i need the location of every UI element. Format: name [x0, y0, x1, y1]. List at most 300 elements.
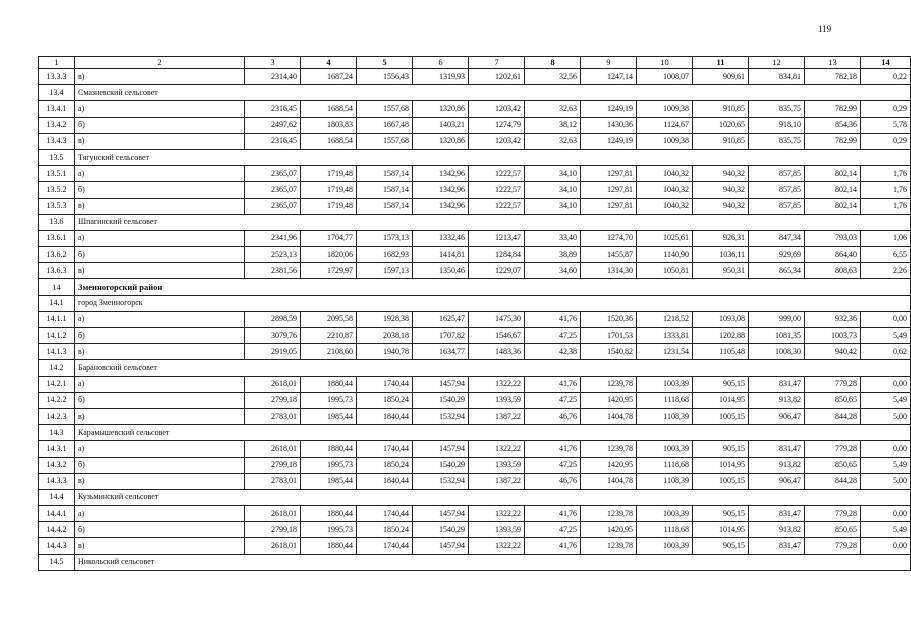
value-cell: 2898,59 — [245, 311, 301, 327]
value-cell: 1688,54 — [301, 133, 357, 149]
value-cell: 1928,38 — [357, 311, 413, 327]
value-cell: 1573,13 — [357, 230, 413, 246]
value-cell: 2618,01 — [245, 376, 301, 392]
value-cell: 932,36 — [805, 311, 861, 327]
value-cell: 2365,07 — [245, 198, 301, 214]
value-cell: 2316,45 — [245, 101, 301, 117]
column-header: 3 — [245, 57, 301, 69]
row-index: 14.1.1 — [39, 311, 75, 327]
value-cell: 5,00 — [861, 473, 911, 489]
value-cell: 1880,44 — [301, 376, 357, 392]
header-row — [39, 57, 911, 69]
section-name: Шпагинский сельсовет — [75, 214, 911, 230]
column-header: 14 — [861, 57, 911, 69]
value-cell: 1319,93 — [413, 69, 469, 85]
value-cell: 1625,47 — [413, 311, 469, 327]
value-cell: 1414,81 — [413, 247, 469, 263]
value-cell: 1540,29 — [413, 392, 469, 408]
row-index: 13.3.3 — [39, 69, 75, 85]
row-index: 13.6 — [39, 214, 75, 230]
value-cell: 1634,77 — [413, 344, 469, 360]
row-index: 13.4.1 — [39, 101, 75, 117]
value-cell: 1740,44 — [357, 506, 413, 522]
column-header: 10 — [637, 57, 693, 69]
value-cell: 47,25 — [525, 392, 581, 408]
value-cell: 1404,78 — [581, 408, 637, 424]
value-cell: 47,25 — [525, 328, 581, 344]
row-variant: в) — [75, 69, 245, 85]
row-variant: б) — [75, 182, 245, 198]
table-row — [39, 457, 911, 473]
value-cell: 1050,81 — [637, 263, 693, 279]
row-index: 14.2.2 — [39, 392, 75, 408]
row-index: 13.5.2 — [39, 182, 75, 198]
value-cell: 1249,19 — [581, 133, 637, 149]
table-row — [39, 263, 911, 279]
value-cell: 850,65 — [805, 522, 861, 538]
section-row — [39, 425, 911, 441]
row-index: 14.1 — [39, 295, 75, 311]
value-cell: 1457,94 — [413, 538, 469, 554]
value-cell: 854,36 — [805, 117, 861, 133]
value-cell: 802,14 — [805, 198, 861, 214]
row-index: 13.6.2 — [39, 247, 75, 263]
value-cell: 835,75 — [749, 101, 805, 117]
value-cell: 1218,52 — [637, 311, 693, 327]
value-cell: 950,31 — [693, 263, 749, 279]
section-name: Никольский сельсовет — [75, 554, 911, 570]
row-index: 13.5.1 — [39, 166, 75, 182]
value-cell: 1682,93 — [357, 247, 413, 263]
district-name: Змеиногорский район — [75, 279, 911, 295]
tariff-table — [38, 56, 911, 571]
value-cell: 905,15 — [693, 441, 749, 457]
value-cell: 41,76 — [525, 376, 581, 392]
value-cell: 1940,78 — [357, 344, 413, 360]
section-name: Барановский сельсовет — [75, 360, 911, 376]
value-cell: 2618,01 — [245, 506, 301, 522]
value-cell: 779,28 — [805, 506, 861, 522]
table-row — [39, 182, 911, 198]
value-cell: 2365,07 — [245, 166, 301, 182]
table-row — [39, 506, 911, 522]
row-variant: в) — [75, 133, 245, 149]
value-cell: 835,75 — [749, 133, 805, 149]
value-cell: 1003,73 — [805, 328, 861, 344]
row-index: 13.4.3 — [39, 133, 75, 149]
value-cell: 1430,36 — [581, 117, 637, 133]
row-index: 13.4.2 — [39, 117, 75, 133]
value-cell: 1124,67 — [637, 117, 693, 133]
value-cell: 1687,24 — [301, 69, 357, 85]
value-cell: 1707,82 — [413, 328, 469, 344]
value-cell: 1,76 — [861, 182, 911, 198]
value-cell: 1005,15 — [693, 473, 749, 489]
value-cell: 33,40 — [525, 230, 581, 246]
value-cell: 1229,07 — [469, 263, 525, 279]
value-cell: 1420,95 — [581, 392, 637, 408]
value-cell: 844,28 — [805, 473, 861, 489]
value-cell: 1222,57 — [469, 166, 525, 182]
value-cell: 1420,95 — [581, 522, 637, 538]
column-header: 11 — [693, 57, 749, 69]
table-row — [39, 101, 911, 117]
table-row — [39, 441, 911, 457]
value-cell: 1036,11 — [693, 247, 749, 263]
value-cell: 1,76 — [861, 166, 911, 182]
value-cell: 940,32 — [693, 198, 749, 214]
value-cell: 1333,81 — [637, 328, 693, 344]
row-variant: б) — [75, 522, 245, 538]
table-row — [39, 117, 911, 133]
value-cell: 1297,81 — [581, 198, 637, 214]
value-cell: 1985,44 — [301, 408, 357, 424]
value-cell: 0,62 — [861, 344, 911, 360]
value-cell: 1003,39 — [637, 376, 693, 392]
value-cell: 1719,48 — [301, 198, 357, 214]
value-cell: 1995,73 — [301, 392, 357, 408]
value-cell: 834,81 — [749, 69, 805, 85]
value-cell: 2919,05 — [245, 344, 301, 360]
table-row — [39, 392, 911, 408]
row-variant: а) — [75, 376, 245, 392]
row-variant: а) — [75, 230, 245, 246]
value-cell: 1985,44 — [301, 473, 357, 489]
row-variant: а) — [75, 166, 245, 182]
section-name: город Змеиногорск — [75, 295, 911, 311]
value-cell: 2799,18 — [245, 457, 301, 473]
value-cell: 2783,01 — [245, 408, 301, 424]
value-cell: 1995,73 — [301, 457, 357, 473]
section-row — [39, 295, 911, 311]
value-cell: 3079,76 — [245, 328, 301, 344]
table-row — [39, 198, 911, 214]
value-cell: 5,00 — [861, 408, 911, 424]
value-cell: 2783,01 — [245, 473, 301, 489]
value-cell: 1403,21 — [413, 117, 469, 133]
row-variant: в) — [75, 473, 245, 489]
value-cell: 906,47 — [749, 408, 805, 424]
row-index: 14.4.1 — [39, 506, 75, 522]
value-cell: 1222,57 — [469, 198, 525, 214]
value-cell: 2095,58 — [301, 311, 357, 327]
value-cell: 2341,96 — [245, 230, 301, 246]
row-variant: а) — [75, 311, 245, 327]
value-cell: 779,28 — [805, 441, 861, 457]
value-cell: 940,42 — [805, 344, 861, 360]
value-cell: 32,63 — [525, 101, 581, 117]
section-row — [39, 85, 911, 101]
value-cell: 913,82 — [749, 392, 805, 408]
section-row — [39, 554, 911, 570]
value-cell: 1850,24 — [357, 522, 413, 538]
value-cell: 1520,36 — [581, 311, 637, 327]
value-cell: 1483,36 — [469, 344, 525, 360]
column-header: 13 — [805, 57, 861, 69]
value-cell: 1532,94 — [413, 408, 469, 424]
row-index: 13.6.3 — [39, 263, 75, 279]
value-cell: 906,47 — [749, 473, 805, 489]
value-cell: 1701,53 — [581, 328, 637, 344]
value-cell: 1009,38 — [637, 133, 693, 149]
value-cell: 1387,22 — [469, 473, 525, 489]
district-row — [39, 279, 911, 295]
row-index: 13.5.3 — [39, 198, 75, 214]
value-cell: 1320,86 — [413, 101, 469, 117]
value-cell: 1108,39 — [637, 473, 693, 489]
value-cell: 0,00 — [861, 506, 911, 522]
value-cell: 1203,42 — [469, 133, 525, 149]
row-variant: а) — [75, 101, 245, 117]
value-cell: 1222,57 — [469, 182, 525, 198]
value-cell: 1540,82 — [581, 344, 637, 360]
value-cell: 34,10 — [525, 182, 581, 198]
value-cell: 1457,94 — [413, 506, 469, 522]
value-cell: 1740,44 — [357, 376, 413, 392]
row-variant: б) — [75, 247, 245, 263]
value-cell: 926,31 — [693, 230, 749, 246]
value-cell: 1020,65 — [693, 117, 749, 133]
value-cell: 905,15 — [693, 376, 749, 392]
value-cell: 0,00 — [861, 538, 911, 554]
value-cell: 1350,46 — [413, 263, 469, 279]
table-row — [39, 376, 911, 392]
value-cell: 1740,44 — [357, 538, 413, 554]
row-index: 13.6.1 — [39, 230, 75, 246]
section-name: Смазневский сельсовет — [75, 85, 911, 101]
value-cell: 1297,81 — [581, 182, 637, 198]
value-cell: 1202,88 — [693, 328, 749, 344]
table-row — [39, 344, 911, 360]
value-cell: 1820,06 — [301, 247, 357, 263]
value-cell: 0,00 — [861, 311, 911, 327]
value-cell: 831,47 — [749, 441, 805, 457]
table-row — [39, 328, 911, 344]
value-cell: 1,06 — [861, 230, 911, 246]
value-cell: 1475,30 — [469, 311, 525, 327]
value-cell: 1995,73 — [301, 522, 357, 538]
value-cell: 857,85 — [749, 166, 805, 182]
value-cell: 910,85 — [693, 101, 749, 117]
value-cell: 1850,24 — [357, 457, 413, 473]
value-cell: 2314,40 — [245, 69, 301, 85]
value-cell: 2,26 — [861, 263, 911, 279]
row-variant: в) — [75, 198, 245, 214]
table-row — [39, 230, 911, 246]
table-header — [39, 57, 911, 69]
value-cell: 1231,54 — [637, 344, 693, 360]
value-cell: 1297,81 — [581, 166, 637, 182]
section-name: Тягунский сельсовет — [75, 149, 911, 165]
value-cell: 2381,56 — [245, 263, 301, 279]
value-cell: 1546,67 — [469, 328, 525, 344]
value-cell: 1008,07 — [637, 69, 693, 85]
row-index: 14.3.2 — [39, 457, 75, 473]
value-cell: 1040,32 — [637, 182, 693, 198]
value-cell: 38,89 — [525, 247, 581, 263]
row-index: 14.3 — [39, 425, 75, 441]
table-row — [39, 408, 911, 424]
value-cell: 1342,96 — [413, 182, 469, 198]
row-index: 14.1.3 — [39, 344, 75, 360]
table-body — [39, 69, 911, 571]
value-cell: 1880,44 — [301, 441, 357, 457]
row-variant: б) — [75, 457, 245, 473]
value-cell: 844,28 — [805, 408, 861, 424]
value-cell: 1457,94 — [413, 376, 469, 392]
value-cell: 1213,47 — [469, 230, 525, 246]
value-cell: 1014,95 — [693, 392, 749, 408]
section-row — [39, 360, 911, 376]
table-row — [39, 538, 911, 554]
value-cell: 1014,95 — [693, 522, 749, 538]
value-cell: 1540,29 — [413, 457, 469, 473]
value-cell: 1118,68 — [637, 457, 693, 473]
row-index: 13.5 — [39, 149, 75, 165]
value-cell: 0,22 — [861, 69, 911, 85]
row-index: 14.5 — [39, 554, 75, 570]
section-row — [39, 214, 911, 230]
value-cell: 41,76 — [525, 538, 581, 554]
row-variant: б) — [75, 392, 245, 408]
row-index: 14.4.2 — [39, 522, 75, 538]
value-cell: 831,47 — [749, 506, 805, 522]
value-cell: 1688,54 — [301, 101, 357, 117]
value-cell: 831,47 — [749, 538, 805, 554]
value-cell: 2210,87 — [301, 328, 357, 344]
value-cell: 1008,30 — [749, 344, 805, 360]
value-cell: 1093,08 — [693, 311, 749, 327]
value-cell: 1556,43 — [357, 69, 413, 85]
column-header: 4 — [301, 57, 357, 69]
value-cell: 1247,14 — [581, 69, 637, 85]
value-cell: 1540,29 — [413, 522, 469, 538]
value-cell: 864,40 — [805, 247, 861, 263]
value-cell: 1532,94 — [413, 473, 469, 489]
value-cell: 1081,35 — [749, 328, 805, 344]
table-row — [39, 247, 911, 263]
value-cell: 1393,59 — [469, 392, 525, 408]
table-row — [39, 522, 911, 538]
value-cell: 1393,59 — [469, 522, 525, 538]
value-cell: 2618,01 — [245, 538, 301, 554]
value-cell: 779,28 — [805, 376, 861, 392]
row-index: 14.2.3 — [39, 408, 75, 424]
value-cell: 909,61 — [693, 69, 749, 85]
value-cell: 1239,78 — [581, 441, 637, 457]
value-cell: 0,29 — [861, 101, 911, 117]
value-cell: 2618,01 — [245, 441, 301, 457]
row-index: 14.1.2 — [39, 328, 75, 344]
value-cell: 1322,22 — [469, 538, 525, 554]
value-cell: 2497,62 — [245, 117, 301, 133]
column-header: 8 — [525, 57, 581, 69]
value-cell: 1587,14 — [357, 182, 413, 198]
value-cell: 1040,32 — [637, 198, 693, 214]
value-cell: 999,00 — [749, 311, 805, 327]
value-cell: 1557,68 — [357, 133, 413, 149]
value-cell: 2365,07 — [245, 182, 301, 198]
value-cell: 793,03 — [805, 230, 861, 246]
value-cell: 1729,97 — [301, 263, 357, 279]
value-cell: 1322,22 — [469, 441, 525, 457]
table-row — [39, 311, 911, 327]
column-header: 9 — [581, 57, 637, 69]
value-cell: 34,10 — [525, 166, 581, 182]
value-cell: 1880,44 — [301, 506, 357, 522]
value-cell: 2316,45 — [245, 133, 301, 149]
value-cell: 1387,22 — [469, 408, 525, 424]
row-variant: в) — [75, 408, 245, 424]
value-cell: 782,99 — [805, 133, 861, 149]
value-cell: 1322,22 — [469, 376, 525, 392]
value-cell: 34,60 — [525, 263, 581, 279]
page-number: 119 — [818, 24, 832, 34]
value-cell: 41,76 — [525, 506, 581, 522]
value-cell: 1,76 — [861, 198, 911, 214]
value-cell: 5,49 — [861, 328, 911, 344]
table-row — [39, 133, 911, 149]
row-index: 14.2.1 — [39, 376, 75, 392]
row-variant: а) — [75, 506, 245, 522]
value-cell: 1274,70 — [581, 230, 637, 246]
value-cell: 1118,68 — [637, 392, 693, 408]
row-variant: а) — [75, 441, 245, 457]
value-cell: 1118,68 — [637, 522, 693, 538]
value-cell: 940,32 — [693, 166, 749, 182]
value-cell: 1284,84 — [469, 247, 525, 263]
value-cell: 47,25 — [525, 457, 581, 473]
value-cell: 1704,77 — [301, 230, 357, 246]
row-index: 14.4.3 — [39, 538, 75, 554]
value-cell: 5,49 — [861, 522, 911, 538]
value-cell: 1393,59 — [469, 457, 525, 473]
value-cell: 1332,46 — [413, 230, 469, 246]
value-cell: 1587,14 — [357, 166, 413, 182]
value-cell: 779,28 — [805, 538, 861, 554]
section-name: Карамышевский сельсовет — [75, 425, 911, 441]
value-cell: 0,00 — [861, 441, 911, 457]
value-cell: 2523,13 — [245, 247, 301, 263]
value-cell: 1719,48 — [301, 166, 357, 182]
value-cell: 1040,32 — [637, 166, 693, 182]
value-cell: 38,12 — [525, 117, 581, 133]
row-index: 14 — [39, 279, 75, 295]
value-cell: 1239,78 — [581, 376, 637, 392]
value-cell: 6,55 — [861, 247, 911, 263]
table-row — [39, 69, 911, 85]
value-cell: 847,34 — [749, 230, 805, 246]
value-cell: 5,49 — [861, 457, 911, 473]
value-cell: 1455,87 — [581, 247, 637, 263]
value-cell: 2108,60 — [301, 344, 357, 360]
value-cell: 46,76 — [525, 408, 581, 424]
value-cell: 0,00 — [861, 376, 911, 392]
column-header: 7 — [469, 57, 525, 69]
section-row — [39, 489, 911, 505]
value-cell: 1105,48 — [693, 344, 749, 360]
value-cell: 865,34 — [749, 263, 805, 279]
value-cell: 1457,94 — [413, 441, 469, 457]
row-variant: в) — [75, 538, 245, 554]
value-cell: 46,76 — [525, 473, 581, 489]
row-index: 14.3.3 — [39, 473, 75, 489]
value-cell: 1274,79 — [469, 117, 525, 133]
value-cell: 782,99 — [805, 101, 861, 117]
value-cell: 1003,39 — [637, 441, 693, 457]
value-cell: 1322,22 — [469, 506, 525, 522]
column-header: 2 — [75, 57, 245, 69]
